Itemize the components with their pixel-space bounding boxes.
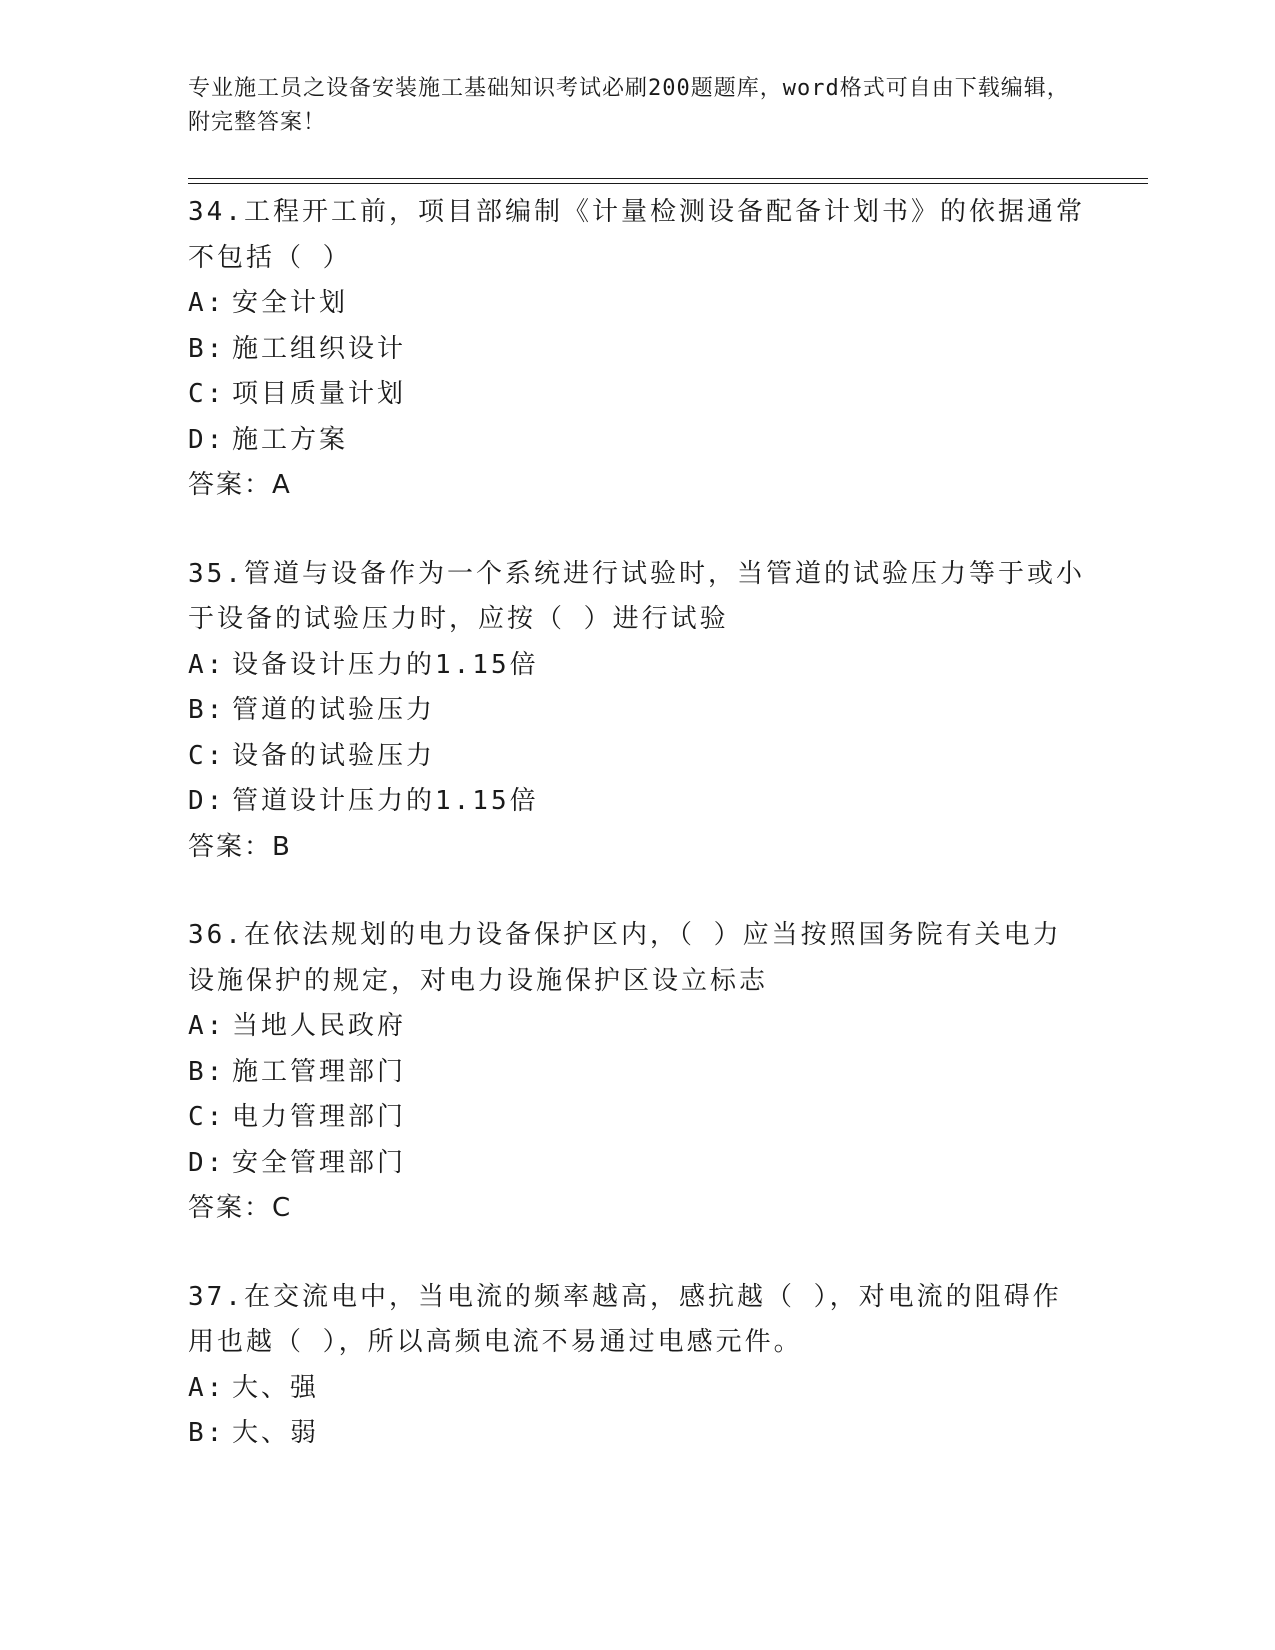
question-stem: 36.在依法规划的电力设备保护区内，（ ）应当按照国务院有关电力设施保护的规定，对电力设施保护区设立标志 (188, 920, 1062, 996)
option-text: 安全计划 (232, 288, 349, 318)
option-text: 管道设计压力的1.15倍 (232, 786, 539, 816)
option-b (188, 1411, 1088, 1457)
option-text: 施工管理部门 (232, 1056, 407, 1087)
option-text: 施工方案 (232, 424, 349, 455)
option-b (188, 688, 1088, 734)
option-b (188, 327, 1088, 373)
option-letter: C: (188, 740, 226, 771)
answer-line: 答案：A (188, 470, 292, 500)
option-letter: B: (188, 333, 226, 364)
option-text: 安全管理部门 (232, 1147, 407, 1178)
option-text: 电力管理部门 (232, 1102, 407, 1132)
header-divider-bottom (188, 183, 1148, 184)
question-stem: 37.在交流电中，当电流的频率越高，感抗越（ ），对电流的阻碍作用也越（ ），所以高频电流不易通过电感元件。 (188, 1281, 1062, 1357)
answer-line: 答案：C (188, 1193, 293, 1223)
option-a (188, 643, 1088, 689)
option-letter: D: (188, 1147, 226, 1178)
header-divider-top (188, 178, 1148, 179)
question-37 (188, 1275, 1088, 1457)
option-d (188, 418, 1088, 464)
question-list (188, 190, 1088, 1457)
question-stem: 35.管道与设备作为一个系统进行试验时，当管道的试验压力等于或小于设备的试验压力时，应按（ ）进行试验 (188, 558, 1085, 634)
option-c (188, 1095, 1088, 1141)
option-letter: B: (188, 695, 226, 725)
option-d (188, 1141, 1088, 1187)
question-34 (188, 190, 1088, 509)
option-letter: B: (188, 1418, 226, 1448)
option-text: 设备的试验压力 (232, 740, 436, 771)
answer-line: 答案：B (188, 831, 292, 862)
option-text: 施工组织设计 (232, 333, 407, 364)
option-letter: B: (188, 1056, 226, 1087)
option-letter: A: (188, 288, 226, 318)
option-letter: D: (188, 424, 226, 455)
option-letter: A: (188, 1372, 226, 1403)
option-a (188, 1004, 1088, 1050)
option-letter: A: (188, 1011, 226, 1041)
option-text: 设备设计压力的1.15倍 (232, 649, 539, 680)
document-header: 专业施工员之设备安装施工基础知识考试必刷200题题库，word格式可自由下载编辑，附完整答案！ (188, 76, 1070, 135)
option-text: 项目质量计划 (232, 379, 407, 409)
question-stem: 34.工程开工前，项目部编制《计量检测设备配备计划书》的依据通常不包括（ ） (188, 197, 1085, 273)
option-a (188, 1366, 1088, 1412)
option-d (188, 779, 1088, 825)
question-35 (188, 552, 1088, 871)
question-36 (188, 913, 1088, 1232)
option-text: 大、强 (232, 1372, 320, 1403)
option-letter: D: (188, 786, 226, 816)
option-b (188, 1050, 1088, 1096)
option-letter: A: (188, 649, 226, 680)
option-letter: C: (188, 379, 226, 409)
option-text: 大、弱 (232, 1418, 320, 1448)
option-text: 管道的试验压力 (232, 695, 436, 725)
option-text: 当地人民政府 (232, 1011, 407, 1041)
option-a (188, 281, 1088, 327)
option-c (188, 372, 1088, 418)
option-c (188, 734, 1088, 780)
option-letter: C: (188, 1102, 226, 1132)
